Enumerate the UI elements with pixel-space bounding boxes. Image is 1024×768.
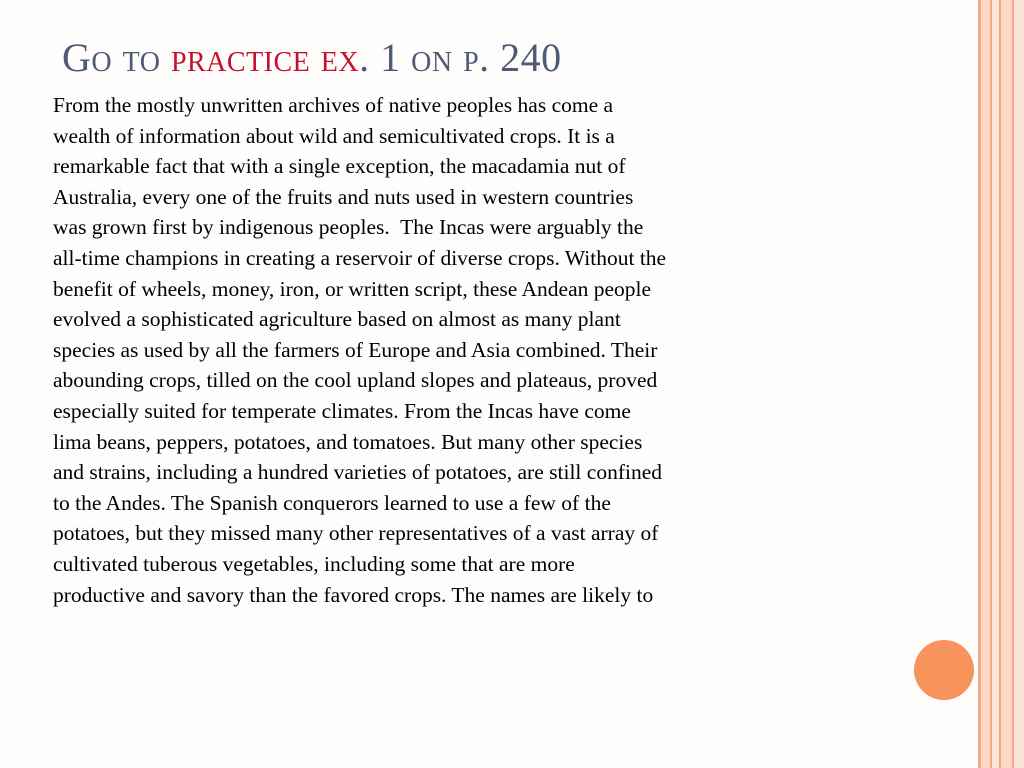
body-line: abounding crops, tilled on the cool upland slopes and plateaus, proved: [53, 368, 658, 393]
slide-title: [62, 30, 562, 86]
body-line: was grown first by indigenous peoples. The Incas were arguably the: [53, 215, 644, 240]
body-line: all-time champions in creating a reservoir of diverse crops. Without the: [53, 245, 667, 270]
body-line: benefit of wheels, money, iron, or written script, these Andean people: [53, 276, 652, 301]
body-line: cultivated tuberous vegetables, including some that are more: [53, 551, 575, 576]
title-part-3: . 1 on p. 240: [359, 35, 562, 80]
body-line: lima beans, peppers, potatoes, and tomatoes. But many other species: [53, 429, 643, 454]
title-accent: practice ex: [170, 35, 360, 80]
decorative-circle: [914, 640, 974, 700]
body-line: Australia, every one of the fruits and nuts used in western countries: [53, 184, 634, 209]
body-line: and strains, including a hundred varieties of potatoes, are still confined: [53, 460, 662, 485]
body-line: From the mostly unwritten archives of native peoples has come a: [53, 93, 614, 117]
body-text: [53, 90, 933, 610]
body-line: species as used by all the farmers of Europe and Asia combined. Their: [53, 337, 658, 362]
body-line: wealth of information about wild and semicultivated crops. It is a: [53, 123, 615, 148]
body-line: productive and savory than the favored crops. The names are likely to: [53, 582, 654, 607]
border-stripe: [1014, 0, 1024, 768]
body-line: to the Andes. The Spanish conquerors learned to use a few of the: [53, 490, 611, 515]
body-line: potatoes, but they missed many other representatives of a vast array of: [53, 521, 659, 546]
border-stripe: [992, 0, 999, 768]
border-stripe: [1001, 0, 1012, 768]
border-stripe: [981, 0, 990, 768]
body-line: remarkable fact that with a single exception, the macadamia nut of: [53, 154, 626, 179]
title-part-1: Go to: [62, 35, 171, 80]
body-line: evolved a sophisticated agriculture based on almost as many plant: [53, 307, 621, 332]
body-line: especially suited for temperate climates. From the Incas have come: [53, 398, 631, 423]
